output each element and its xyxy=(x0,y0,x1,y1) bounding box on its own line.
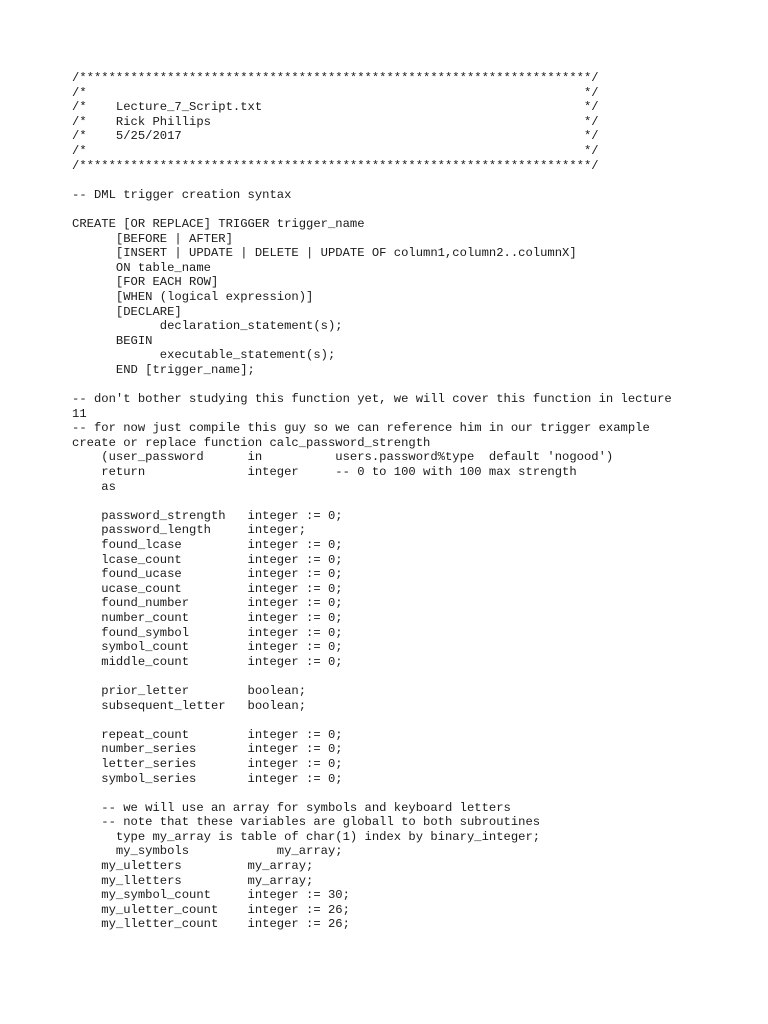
code-line: symbol_count integer := 0; xyxy=(72,640,343,655)
code-line: my_uletters my_array; xyxy=(72,859,314,874)
code-line: -- note that these variables are globall to both subroutines xyxy=(72,815,541,830)
code-line: (user_password in users.password%type default 'nogood') xyxy=(72,450,614,465)
code-line: symbol_series integer := 0; xyxy=(72,771,343,786)
code-line xyxy=(72,713,752,728)
code-line xyxy=(72,173,752,188)
code-line xyxy=(72,786,752,801)
code-line: /* */ xyxy=(72,85,599,100)
code-line: subsequent_letter boolean; xyxy=(72,698,307,713)
code-line: /* 5/25/2017 */ xyxy=(72,129,599,144)
code-line: executable_statement(s); xyxy=(72,348,336,363)
code-line: -- don't bother studying this function yet, we will cover this function in lecture xyxy=(72,392,672,407)
code-line: /* Rick Phillips */ xyxy=(72,114,599,129)
code-line: ON table_name xyxy=(72,260,211,275)
code-line xyxy=(72,377,752,392)
code-line xyxy=(72,669,752,684)
code-line xyxy=(72,494,752,509)
code-line: END [trigger_name]; xyxy=(72,362,255,377)
code-line: password_length integer; xyxy=(72,523,307,538)
code-line: [INSERT | UPDATE | DELETE | UPDATE OF column1,column2..columnX] xyxy=(72,246,577,261)
code-line: [BEFORE | AFTER] xyxy=(72,231,233,246)
code-line: /**********************************************************************/ xyxy=(72,158,599,173)
code-line: -- for now just compile this guy so we can reference him in our trigger example xyxy=(72,421,650,436)
code-line: my_symbol_count integer := 30; xyxy=(72,888,350,903)
code-line: declaration_statement(s); xyxy=(72,319,343,334)
code-line: [DECLARE] xyxy=(72,304,182,319)
code-line: [FOR EACH ROW] xyxy=(72,275,219,290)
code-line: my_lletters my_array; xyxy=(72,873,314,888)
code-line xyxy=(72,202,752,217)
code-line: found_ucase integer := 0; xyxy=(72,567,343,582)
code-line: as xyxy=(72,479,116,494)
code-line: my_symbols my_array; xyxy=(72,844,343,859)
script-text xyxy=(72,71,752,932)
code-line: found_symbol integer := 0; xyxy=(72,625,343,640)
code-line: letter_series integer := 0; xyxy=(72,756,343,771)
code-line: BEGIN xyxy=(72,333,153,348)
code-line: prior_letter boolean; xyxy=(72,683,307,698)
code-line: [WHEN (logical expression)] xyxy=(72,289,314,304)
code-line: middle_count integer := 0; xyxy=(72,654,343,669)
code-line: create or replace function calc_password_strength xyxy=(72,435,431,450)
code-line: repeat_count integer := 0; xyxy=(72,727,343,742)
code-line: -- DML trigger creation syntax xyxy=(72,187,292,202)
code-line: return integer -- 0 to 100 with 100 max strength xyxy=(72,465,577,480)
code-line: found_lcase integer := 0; xyxy=(72,538,343,552)
code-line: type my_array is table of char(1) index by binary_integer; xyxy=(72,829,541,844)
code-line: my_lletter_count integer := 26; xyxy=(72,917,350,932)
code-line: password_strength integer := 0; xyxy=(72,508,343,523)
code-line: ucase_count integer := 0; xyxy=(72,581,343,596)
code-line: 11 xyxy=(72,406,87,421)
code-line: number_series integer := 0; xyxy=(72,742,343,757)
code-line: /**********************************************************************/ xyxy=(72,71,599,85)
code-line: lcase_count integer := 0; xyxy=(72,552,343,567)
code-line: /* Lecture_7_Script.txt */ xyxy=(72,100,599,115)
code-line: my_uletter_count integer := 26; xyxy=(72,902,350,917)
code-line: found_number integer := 0; xyxy=(72,596,343,611)
code-line: CREATE [OR REPLACE] TRIGGER trigger_name xyxy=(72,216,365,231)
code-line: /* */ xyxy=(72,143,599,158)
code-line: number_count integer := 0; xyxy=(72,610,343,625)
code-line: -- we will use an array for symbols and keyboard letters xyxy=(72,800,511,815)
